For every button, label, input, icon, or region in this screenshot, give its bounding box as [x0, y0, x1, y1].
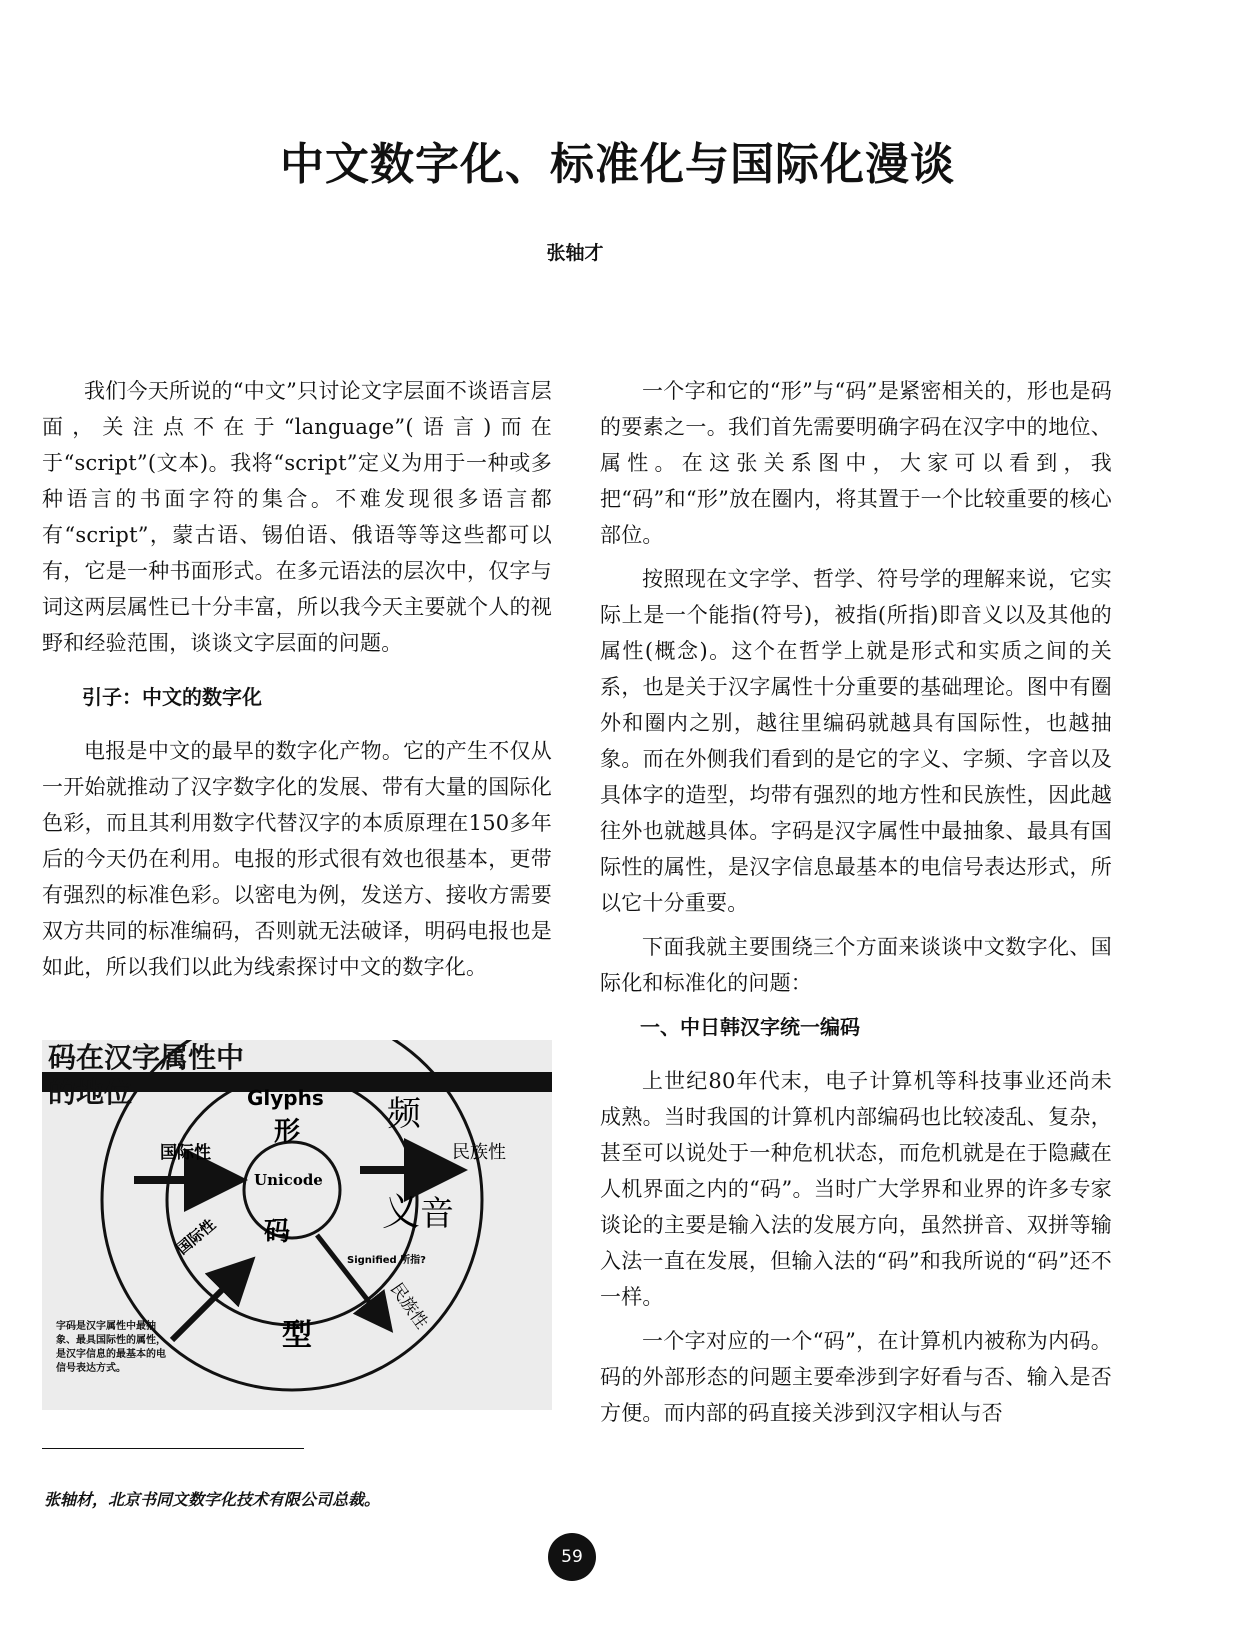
- section-heading-intro: 引子：中文的数字化: [82, 685, 262, 709]
- right-paragraph-5: 一个字对应的一个“码”，在计算机内被称为内码。码的外部形态的问题主要牵涉到字好看与否、输入是否方便。而内部的码直接关涉到汉字相认与否: [600, 1329, 1112, 1425]
- xing-label: 形: [274, 1117, 301, 1147]
- right-paragraph-4: 上世纪80年代末，电子计算机等科技事业还尚未成熟。当时我国的计算机内部编码也比较凌乱、复杂，甚至可以说处于一种危机状态，而危机就是在于隐藏在人机界面之内的“码”。当时广大学界和业界的许多专家谈论的主要是输入法的发展方向，虽然拼音、双拼等输入法一直在发展，但输入法的“码”和我所说的“码”还不一样。: [600, 1069, 1112, 1309]
- article-author: 张轴才: [546, 242, 604, 264]
- arrow-ethnic-diagonal: [317, 1235, 387, 1325]
- arrow-international-diagonal: [172, 1265, 247, 1340]
- right-paragraph-2: 按照现在文字学、哲学、符号学的理解来说，它实际上是一个能指(符号)，被指(所指)即音义以及其他的属性(概念)。这个在哲学上就是形式和实质之间的关系，也是关于汉字属性十分重要的基础理论。图中有圈外和圈内之别，越往里编码就越具有国际性，也越抽象。而在外侧我们看到的是它的字义、字频、字音以及具体字的造型，均带有强烈的地方性和民族性，因此越往外也就越具体。字码是汉字属性中最抽象、最具有国际性的属性，是汉字信息最基本的电信号表达形式，所以它十分重要。: [600, 567, 1112, 915]
- right-column: [600, 373, 1112, 1431]
- author-footnote: 张轴材，北京书同文数字化技术有限公司总裁。: [44, 1490, 381, 1509]
- yi-label: 义: [382, 1190, 421, 1234]
- yin-label: 音: [420, 1194, 454, 1234]
- right-paragraph-3: 下面我就主要围绕三个方面来谈谈中文数字化、国际化和标准化的问题：: [600, 935, 1112, 995]
- code-position-figure: [42, 1040, 552, 1410]
- ethnic-label-right: 民族性: [452, 1142, 506, 1163]
- left-column: [42, 373, 552, 985]
- international-label-diagonal: 国际性: [173, 1215, 220, 1259]
- article-title: 中文数字化、标准化与国际化漫谈: [280, 139, 955, 190]
- left-paragraph-2: 电报是中文的最早的数字化产物。它的产生不仅从一开始就推动了汉字数字化的发展、带有大量的国际化色彩，而且其利用数字代替汉字的本质原理在150多年后的今天仍在利用。电报的形式很有效也很基本，更带有强烈的标准色彩。以密电为例，发送方、接收方需要双方共同的标准编码，否则就无法破译，明码电报也是如此，所以我们以此为线索探讨中文的数字化。: [42, 739, 552, 979]
- xing-type-label: 型: [282, 1318, 312, 1353]
- page-number: 59: [548, 1533, 596, 1581]
- signified-label: Signified 所指?: [347, 1255, 426, 1266]
- footnote-rule: [42, 1448, 304, 1449]
- middle-circle: [167, 1075, 417, 1325]
- figure-note: 字码是汉字属性中最抽象、最具国际性的属性，是汉字信息的最基本的电信号表达方式。: [56, 1321, 166, 1374]
- unicode-label: Unicode: [254, 1171, 323, 1189]
- glyphs-label: Glyphs: [247, 1086, 324, 1110]
- core-circle: [244, 1142, 340, 1238]
- right-paragraph-1: 一个字和它的“形”与“码”是紧密相关的，形也是码的要素之一。我们首先需要明确字码在汉字中的地位、属性。在这张关系图中，大家可以看到，我把“码”和“形”放在圈内，将其置于一个比较重要的核心部位。: [600, 379, 1112, 547]
- section-heading-cjk: 一、中日韩汉字统一编码: [640, 1015, 860, 1039]
- international-label-top: 国际性: [160, 1143, 211, 1163]
- ma-label: 码: [264, 1217, 291, 1247]
- figure-title: 码在汉字属性中的地位: [48, 1041, 245, 1109]
- ethnic-label-diagonal: 民族性: [385, 1279, 432, 1333]
- left-paragraph-1: 我们今天所说的“中文”只讨论文字层面不谈语言层面，关注点不在于“language”(语言)而在于“script”(文本)。我将“script”定义为用于一种或多种语言的书面字符的集合。不难发现很多语言都有“script”，蒙古语、锡伯语、俄语等等这些都可以有，它是一种书面形式。在多元语法的层次中，仅字与词这两层属性已十分丰富，所以我今天主要就个人的视野和经验范围，谈谈文字层面的问题。: [42, 379, 552, 655]
- pin-label: 频: [387, 1094, 421, 1134]
